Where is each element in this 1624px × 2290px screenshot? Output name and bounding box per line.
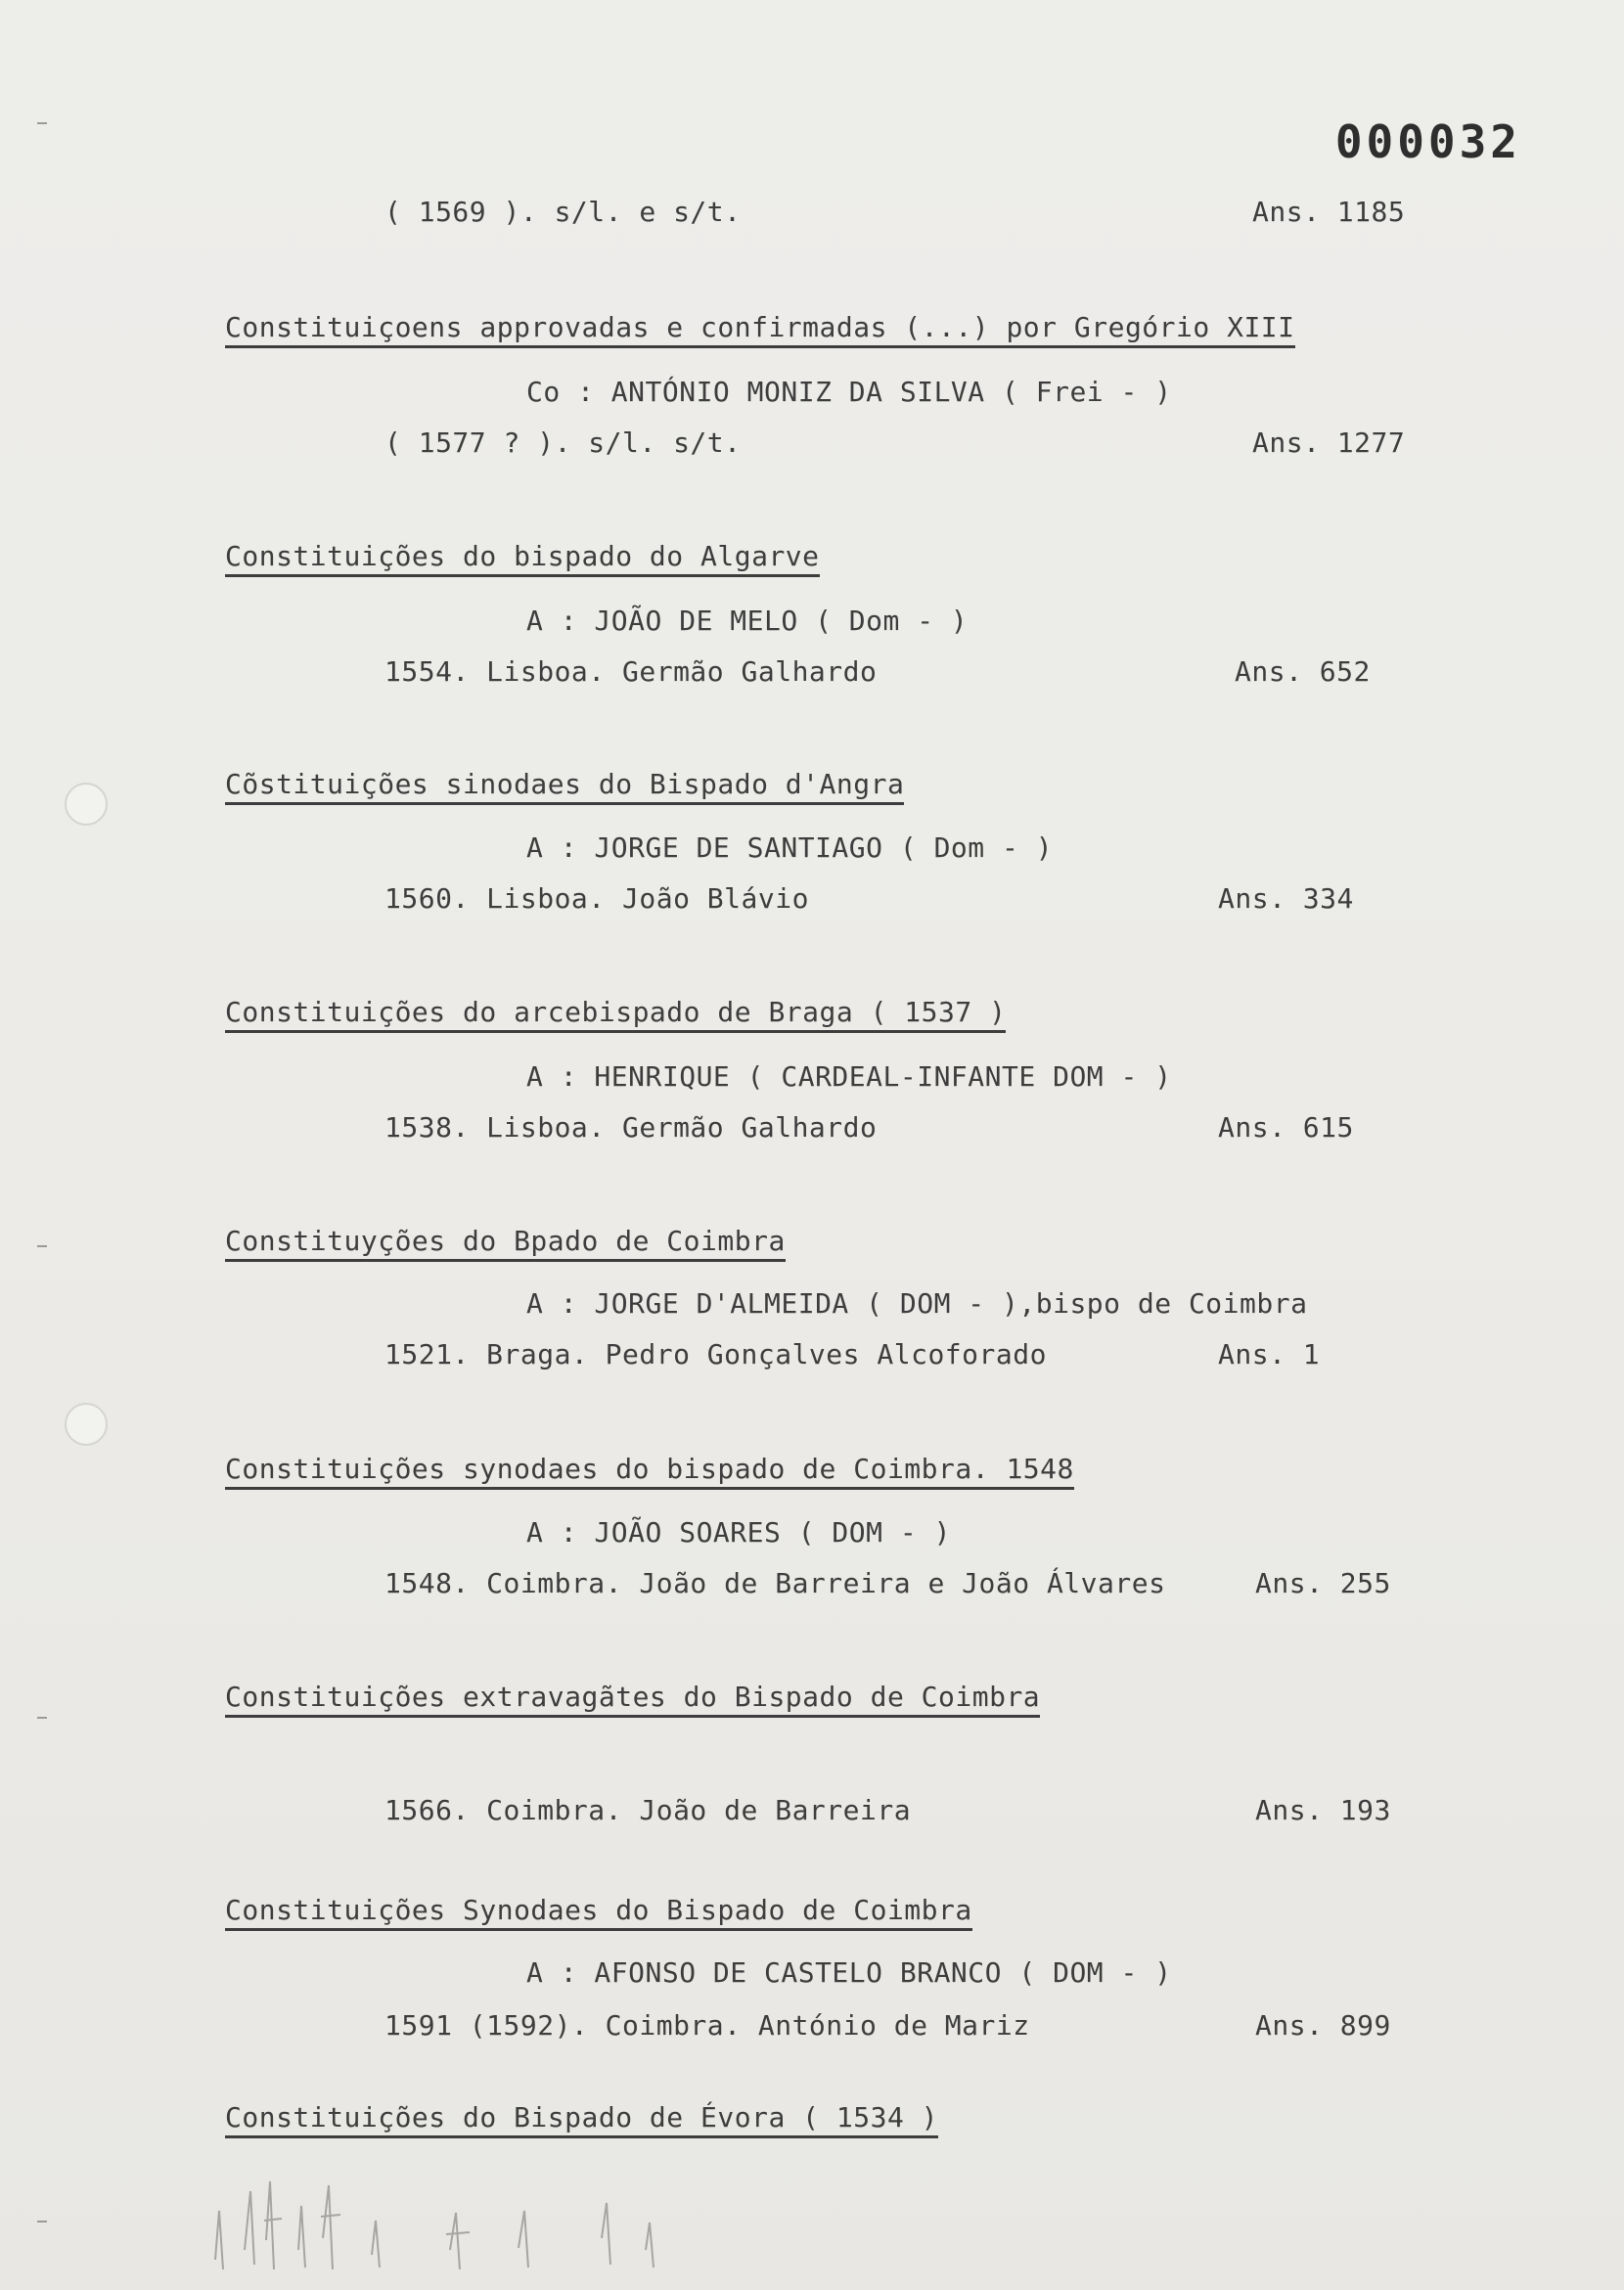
entry-imprint: 1554. Lisboa. Germão Galhardo [384,655,878,688]
imprint-line: ( 1569 ). s/l. e s/t. [384,196,742,228]
entry-title: Constituições synodaes do bispado de Coimbra. 1548 [225,1453,1074,1490]
entry-title: Constituições Synodaes do Bispado de Coimbra [225,1894,972,1931]
margin-mark [37,1717,47,1719]
margin-mark [37,2221,47,2223]
reference-number: Ans. 1 [1218,1338,1321,1370]
page-number: 000032 [1334,115,1521,168]
entry-author: A : AFONSO DE CASTELO BRANCO ( DOM - ) [526,1956,1172,1989]
reference-number: Ans. 1185 [1252,196,1406,228]
reference-number: Ans. 652 [1235,655,1371,688]
entry-imprint: 1538. Lisboa. Germão Galhardo [384,1111,878,1144]
entry-title: Constituiçoens approvadas e confirmadas (...) por Gregório XIII [225,311,1295,348]
reference-number: Ans. 334 [1218,882,1354,915]
margin-mark [37,1245,47,1247]
entry-author: A : JORGE D'ALMEIDA ( DOM - ),bispo de Coimbra [526,1287,1308,1320]
reference-number: Ans. 255 [1255,1567,1391,1599]
entry-imprint: 1521. Braga. Pedro Gonçalves Alcoforado [384,1338,1047,1370]
entry-imprint: 1566. Coimbra. João de Barreira [384,1794,912,1826]
punch-hole-bottom [65,1403,108,1446]
entry-author: Co : ANTÓNIO MONIZ DA SILVA ( Frei - ) [526,376,1172,408]
margin-mark [37,122,47,124]
entry-title: Constituições do bispado do Algarve [225,540,820,577]
entry-author: A : HENRIQUE ( CARDEAL-INFANTE DOM - ) [526,1060,1172,1093]
entry-imprint: 1548. Coimbra. João de Barreira e João Álvares [384,1567,1166,1599]
reference-number: Ans. 899 [1255,2009,1391,2042]
entry-title: Cõstituições sinodaes do Bispado d'Angra [225,768,904,805]
reference-number: Ans. 193 [1255,1794,1391,1826]
entry-title: Constituyções do Bpado de Coimbra [225,1225,786,1262]
entry-author: A : JOÃO DE MELO ( Dom - ) [526,605,969,637]
punch-hole-top [65,783,108,826]
entry-author: A : JOÃO SOARES ( DOM - ) [526,1516,951,1549]
entry-imprint: ( 1577 ? ). s/l. s/t. [384,427,742,459]
entry-imprint: 1591 (1592). Coimbra. António de Mariz [384,2009,1030,2042]
reference-number: Ans. 1277 [1252,427,1406,459]
entry-author: A : JORGE DE SANTIAGO ( Dom - ) [526,831,1054,864]
entry-imprint: 1560. Lisboa. João Blávio [384,882,809,915]
entry-title: Constituições do Bispado de Évora ( 1534 ) [225,2101,938,2138]
entry-title: Constituições do arcebispado de Braga ( 1537 ) [225,996,1006,1033]
reference-number: Ans. 615 [1218,1111,1354,1144]
entry-title: Constituições extravagãtes do Bispado de Coimbra [225,1681,1040,1718]
bleed-through-marks [205,2152,714,2279]
